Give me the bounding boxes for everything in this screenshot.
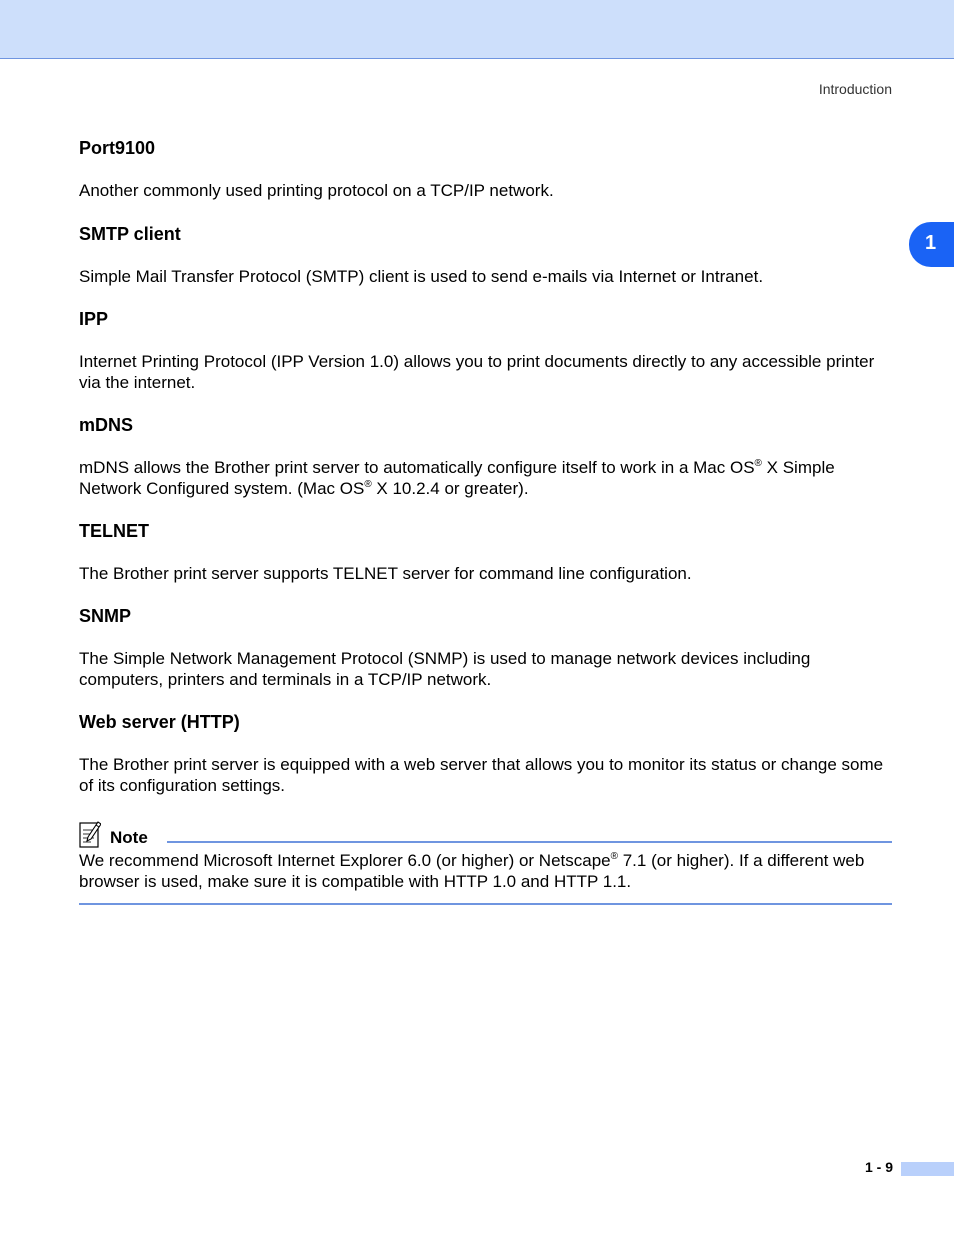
page-number: 1 - 9 xyxy=(865,1159,894,1175)
section-body: Internet Printing Protocol (IPP Version 1.0) allows you to print documents directly to any accessible printer via the internet. xyxy=(79,352,875,392)
note-text: We recommend Microsoft Internet Explorer 6.0 (or higher) or Netscape® 7.1 (or higher). If a different web browser is used, make sure it is compatible with HTTP 1.0 and HTTP 1.1. xyxy=(79,851,865,891)
section-ipp xyxy=(79,308,894,393)
note-top-rule xyxy=(167,841,892,843)
section-heading: mDNS xyxy=(79,415,134,435)
section-body: The Brother print server is equipped with a web server that allows you to monitor its status or change some of its configuration settings. xyxy=(79,755,884,795)
section-heading: SMTP client xyxy=(79,224,181,244)
section-mdns xyxy=(79,414,894,499)
section-body: The Brother print server supports TELNET server for command line configuration. xyxy=(79,564,692,583)
section-port9100 xyxy=(79,137,894,201)
chapter-number: 1 xyxy=(925,232,937,254)
section-heading: TELNET xyxy=(79,521,149,541)
section-snmp xyxy=(79,605,894,690)
section-body: mDNS allows the Brother print server to automatically configure itself to work in a Mac OS® X Simple Network Configured system. (Mac OS® X 10.2.4 or greater). xyxy=(79,458,835,498)
header-section-label: Introduction xyxy=(818,81,892,97)
note-pencil-icon xyxy=(79,820,101,848)
section-smtp-client xyxy=(79,223,894,287)
note-bottom-rule xyxy=(79,903,892,905)
section-heading: Port9100 xyxy=(79,138,156,158)
section-web-server xyxy=(79,711,894,796)
section-heading: IPP xyxy=(79,309,109,329)
footer-bar xyxy=(901,1162,954,1176)
section-body: Simple Mail Transfer Protocol (SMTP) client is used to send e-mails via Internet or Intranet. xyxy=(79,267,764,286)
header-bar xyxy=(0,0,954,59)
note-title: Note xyxy=(110,828,148,847)
section-telnet xyxy=(79,520,894,584)
section-heading: Web server (HTTP) xyxy=(79,712,240,732)
chapter-tab xyxy=(909,222,954,267)
section-body: Another commonly used printing protocol on a TCP/IP network. xyxy=(79,181,554,200)
section-heading: SNMP xyxy=(79,606,132,626)
section-body: The Simple Network Management Protocol (SNMP) is used to manage network devices including computers, printers and terminals in a TCP/IP network. xyxy=(79,649,811,689)
